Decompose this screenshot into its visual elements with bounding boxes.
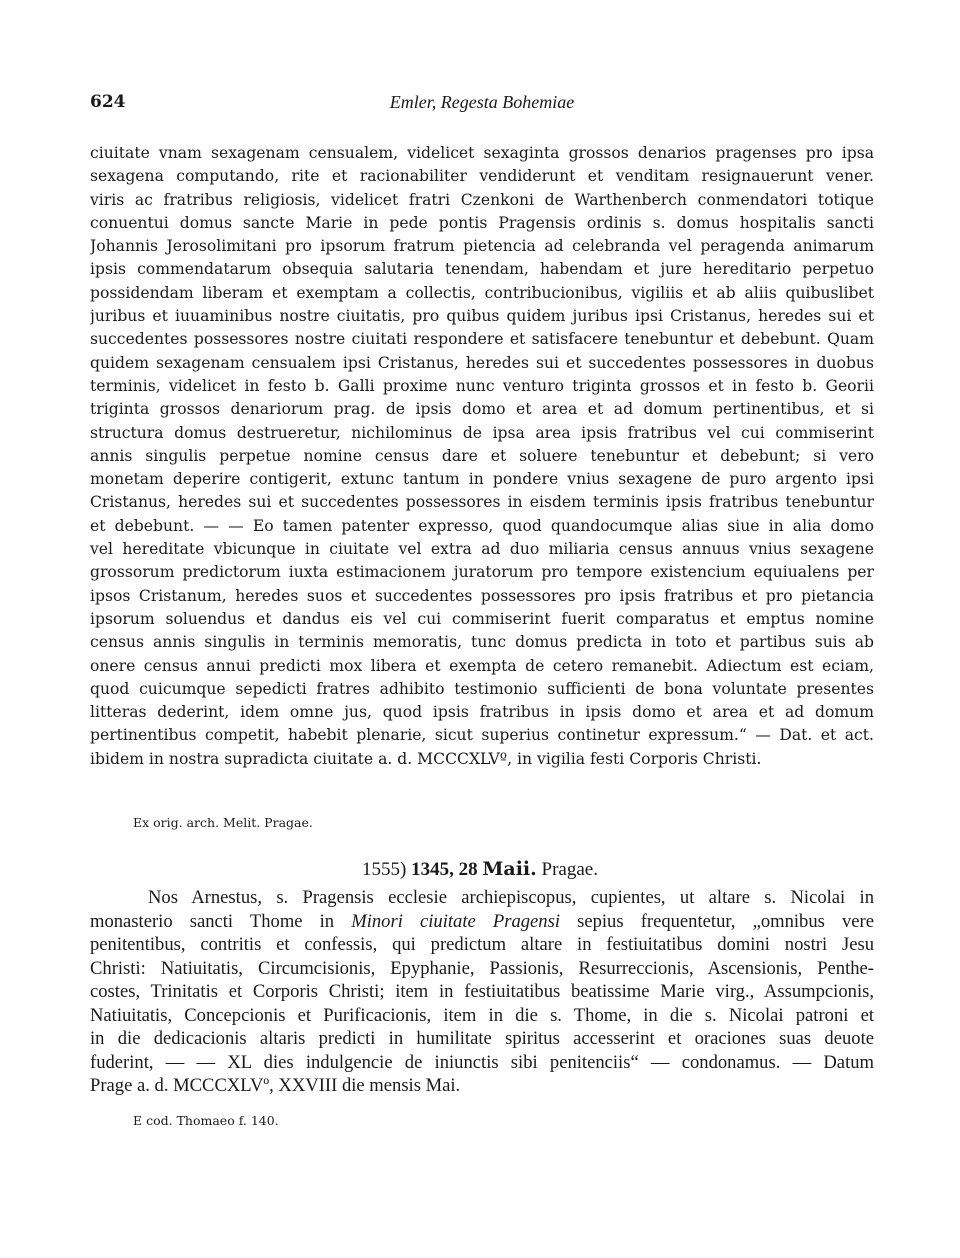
continuation-text [90,142,874,771]
text-line: et debebunt. — — Eo tamen patenter expresso, quod quandocumque alias siue in alia domo [90,516,874,535]
text-line: ipsos Cristanum, heredes suos et succedentes possessores pro ipsis fratribus et pro pietancia [90,586,874,605]
text-line: structura domus destrueretur, nichilominus de ipsa area ipsis fratribus vel cui commiserint [90,423,874,442]
text-line: succedentes possessores nostre ciuitati respondere et satisfacere tenebuntur et debebunt. Quam [90,330,874,349]
text-line: ciuitate vnam sexagenam censualem, videlicet sexaginta grossos denarios pragenses pro ipsa [90,144,874,162]
running-title: Emler, Regesta Bohemiae [389,92,575,112]
text-line: quidem sexagenam censualem ipsi Cristanus, heredes sui et succedentes possessores in duobus [90,353,874,372]
page-number: 624 [90,92,126,112]
text-line: Christi: Natiuitatis, Circumcisionis, Epyphanie, Passionis, Resurreccionis, Ascensionis, Penthe- [90,957,874,979]
document-heading [0,858,960,881]
text-line: grossorum predictorum iuxta estimacionem juratorum pro tempore existencium equiualens per [90,563,874,582]
document-date: 1345, 28 [411,859,478,880]
text-line: sexagena computando, rite et racionabiliter vendiderunt et venditam resignauerunt vener. [90,167,874,186]
text-line: pertinentibus competit, habebit plenarie, sicut superius continetur expressum.“ — Dat. et act. [90,726,874,745]
text-line: census annis singulis in terminis memoratis, tunc domus predicta in toto et partibus suis ab [90,633,874,652]
text-line: litteras dederint, idem omne jus, quod ipsis fratribus in ipsis domo et area et ad domum [90,703,874,722]
document-place: Pragae. [541,859,598,880]
text-line: Natiuitatis, Concepcionis et Purificacionis, item in die s. Thome, in die s. Nicolai patroni et [90,1004,874,1026]
text-line: triginta grossos denariorum prag. de ipsis domo et area et ad domum pertinentibus, et si [90,400,874,419]
text-line: Nos Arnestus, s. Pragensis ecclesie archiepiscopus, cupientes, ut altare s. Nicolai in [148,887,874,908]
source-note: E cod. Thomaeo f. 140. [133,1113,279,1128]
text-line: quod cuicumque sepedicti fratres adhibito testimonio sufficienti de bona voluntate presentes [90,679,874,698]
text-line: terminis, videlicet in festo b. Galli proxime nunc venturo triginta grossos et in festo b. Georii [90,376,874,395]
document-text [90,886,874,1098]
text-line: ipsis commendatarum obsequia salutaria tenendam, habendam et jure hereditario perpetuo [90,260,874,279]
italic-place-name: Minori ciuitate Pragensi [351,910,560,932]
text-line: ibidem in nostra supradicta ciuitate a. d. MCCCXLVº, in vigilia festi Corporis Christi. [90,749,762,768]
text-segment: monasterio sancti Thome in [90,910,335,932]
text-segment: sepius frequentetur, „omnibus vere [577,910,874,932]
source-note: Ex orig. arch. Melit. Pragae. [133,815,313,830]
running-head [90,92,874,116]
text-line: ipsorum soluendus et dandus eis vel cui commiserint fuerit comparatus et emptus nomine [90,609,874,628]
document-month: Maii. [482,858,537,880]
text-line: Prage a. d. MCCCXLVº, XXVIII die mensis Mai. [90,1075,461,1096]
text-line: vel hereditate vbicunque in ciuitate vel extra ad duo miliaria census annuus vnius sexagene [90,540,874,559]
text-line: fuderint, — — XL dies indulgencie de iniunctis sibi penitenciis“ — condonamus. — Datum [90,1051,874,1073]
text-line: costes, Trinitatis et Corporis Christi; item in festiuitatibus beatissime Marie virg., Assumpcionis, [90,981,874,1002]
text-line [90,910,874,934]
text-line: onere census annui predicti mox libera et exempta de cetero remanebit. Adiectum est eciam, [90,656,874,675]
text-line: annis singulis perpetue nomine census dare et soluere tenebuntur et debebunt; si vero [90,446,874,465]
text-line: juribus et iuuaminibus nostre ciuitatis, pro quibus quidem juribus ipsi Cristanus, heredes sui et [90,307,874,326]
text-line: penitentibus, contritis et confessis, qui predictum altare in festiuitatibus domini nostri Jesu [90,934,874,955]
text-line: conuentui domus sancte Marie in pede pontis Pragensis ordinis s. domus hospitalis sancti [90,213,874,232]
document-number: 1555) [362,859,407,880]
text-line: monetam deperire contigerit, extunc tantum in pondere vnius sexagene de puro argento ipsi [90,470,874,489]
text-line: possidendam liberam et exemptam a collectis, contribucionibus, vigiliis et ab aliis quibuslibet [90,283,874,302]
text-line: viris ac fratribus religiosis, videlicet fratri Czenkoni de Warthenberch conmendatori totique [90,190,874,209]
text-line: Cristanus, heredes sui et succedentes possessores in eisdem terminis ipsis fratribus tenebuntur [90,493,874,512]
text-line: in die dedicacionis altaris predicti in humilitate spiritus accesserint et oraciones suas deuote [90,1028,874,1049]
text-line: Johannis Jerosolimitani pro ipsorum fratrum pietencia ad celebranda vel peragenda animarum [90,237,874,256]
